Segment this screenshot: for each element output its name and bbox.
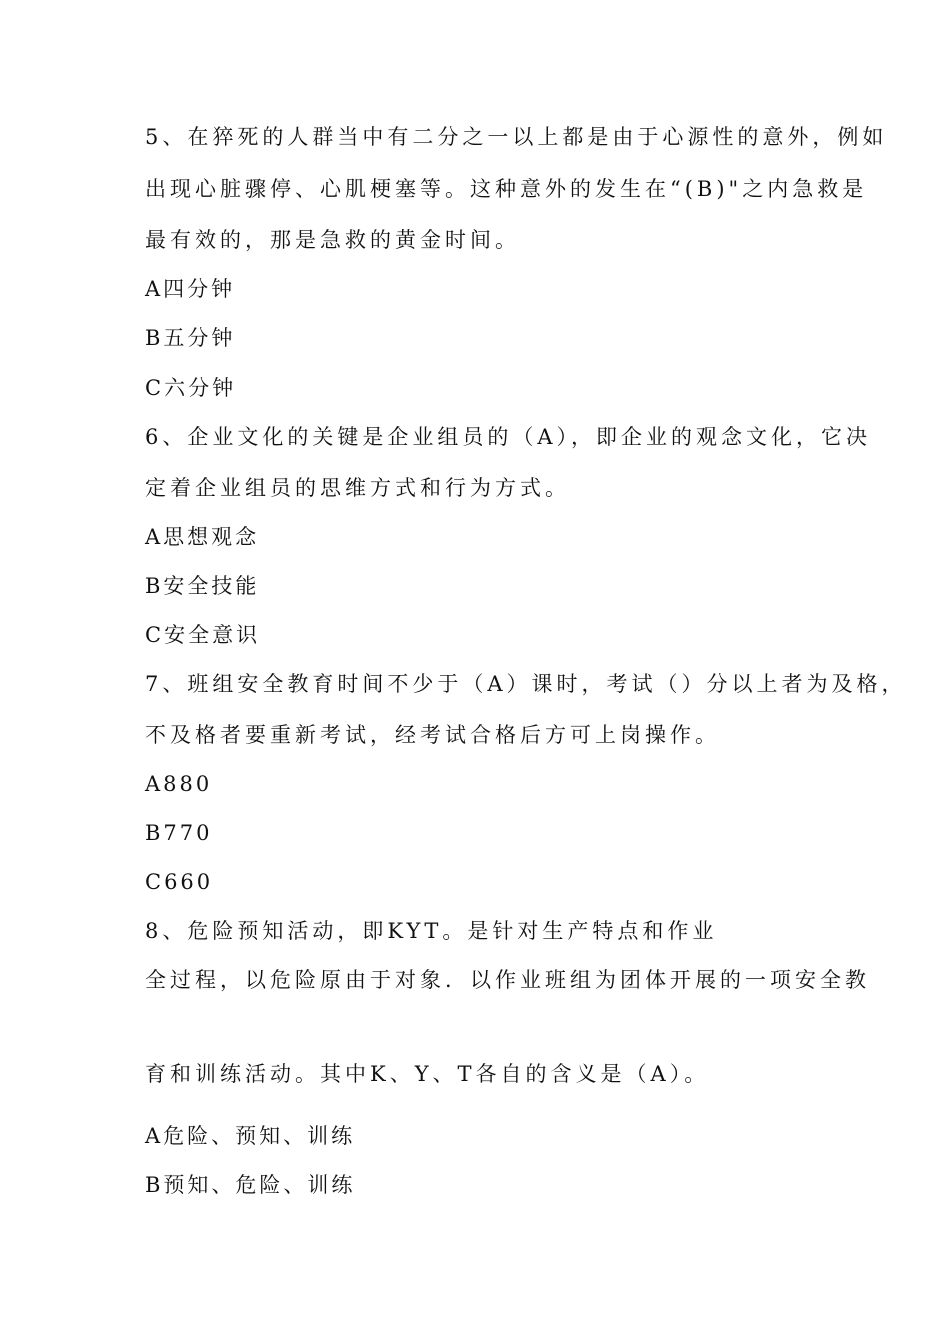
q8-option-b: B预知、危险、训练 <box>145 1173 356 1197</box>
q7-option-c: C660 <box>145 870 214 894</box>
q6-option-a: A思想观念 <box>145 525 260 549</box>
q7-option-b: B770 <box>145 821 213 845</box>
q8-line-1: 8、危险预知活动，即KYT。是针对生产特点和作业 <box>145 919 718 943</box>
q7-option-a: A880 <box>145 772 213 796</box>
q6-line-2: 定着企业组员的思维方式和行为方式。 <box>145 476 570 500</box>
q5-line-2: 出现心脏骤停、心肌梗塞等。这种意外的发生在“(B)"之内急救是 <box>145 177 868 201</box>
q7-line-1: 7、班组安全教育时间不少于（A）课时，考试（）分以上者为及格， <box>145 672 907 696</box>
q5-option-b: B五分钟 <box>145 326 236 350</box>
q8-line-2: 全过程，以危险原由于对象．以作业班组为团体开展的一项安全教 <box>145 968 870 992</box>
q5-line-1: 5、在猝死的人群当中有二分之一以上都是由于心源性的意外，例如 <box>145 125 888 149</box>
q8-option-a: A危险、预知、训练 <box>145 1124 356 1148</box>
q6-option-b: B安全技能 <box>145 574 260 598</box>
q5-option-a: A四分钟 <box>145 277 236 301</box>
q7-line-2: 不及格者要重新考试，经考试合格后方可上岗操作。 <box>145 723 720 747</box>
q5-line-3: 最有效的，那是急救的黄金时间。 <box>145 228 520 252</box>
q8-line-3: 育和训练活动。其中K、Y、T各自的含义是（A）。 <box>145 1062 710 1086</box>
q6-option-c: C安全意识 <box>145 623 261 647</box>
q5-option-c: C六分钟 <box>145 376 237 400</box>
q6-line-1: 6、企业文化的关键是企业组员的（A），即企业的观念文化，它决 <box>145 425 872 449</box>
